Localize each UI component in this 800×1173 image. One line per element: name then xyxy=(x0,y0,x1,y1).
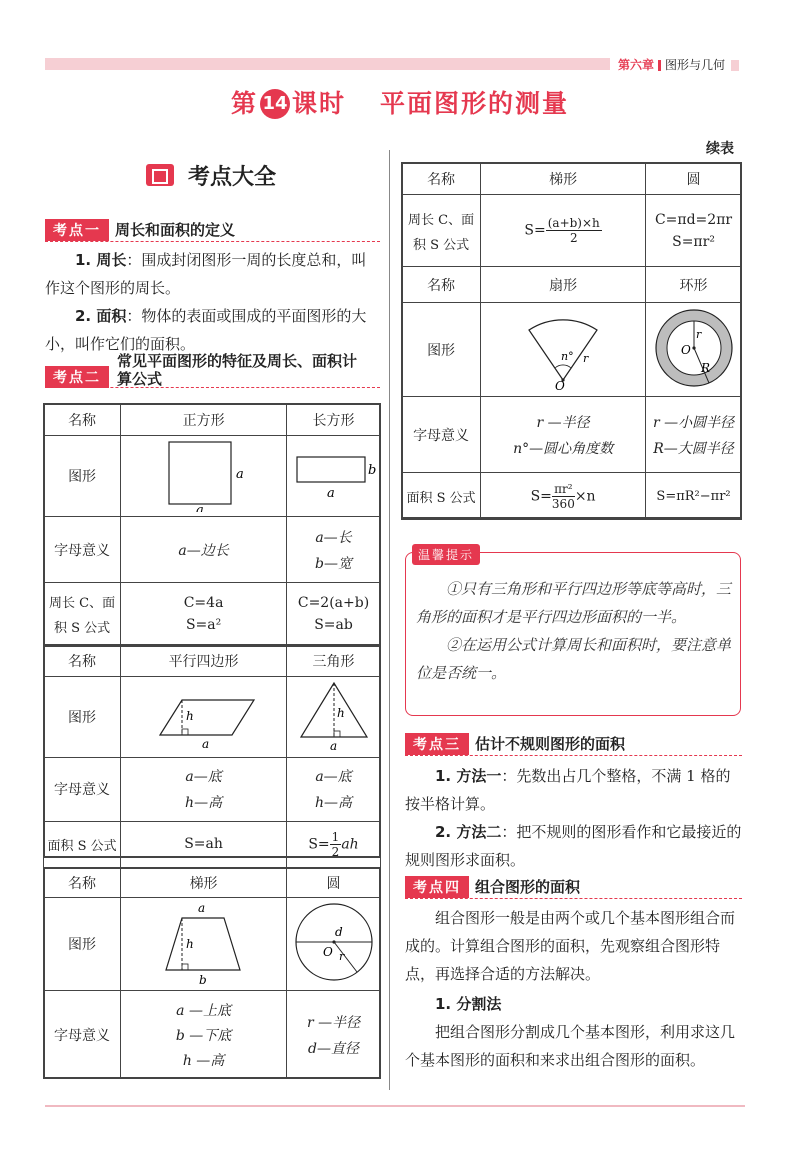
svg-text:r: r xyxy=(695,327,701,341)
tip-tag: 温馨提示 xyxy=(412,544,480,565)
rectangle-figure xyxy=(289,449,379,499)
square-figure xyxy=(124,436,284,512)
svg-text:a: a xyxy=(195,503,204,512)
ring-figure xyxy=(649,304,739,392)
kd4-subheading: 1. 分割法 xyxy=(435,995,502,1013)
kaodian-3-heading: 考点三 估计不规则图形的面积 xyxy=(405,733,742,756)
svg-text:a: a xyxy=(326,486,335,499)
svg-text:a: a xyxy=(201,736,209,750)
kaodian-2-heading: 考点二 常见平面图形的特征及周长、面积计 算公式 xyxy=(45,352,380,388)
trapezoid-figure xyxy=(124,898,284,986)
footer-line xyxy=(45,1105,745,1107)
chapter-subject: 图形与几何 xyxy=(665,58,726,72)
svg-text:h: h xyxy=(185,937,194,951)
header-band xyxy=(45,58,610,70)
kaodian-4-heading: 考点四 组合图形的面积 xyxy=(405,876,742,899)
kd3-paragraph-1: 1. 方法一：先数出占几个整格，不满 1 格的按半格计算。 xyxy=(405,767,731,813)
chapter-label xyxy=(618,56,739,73)
kd1-paragraph-1: 1. 周长：围成封闭图形一周的长度总和，叫作这个图形的周长。 xyxy=(45,251,367,297)
lesson-topic: 平面图形的测量 xyxy=(380,89,570,118)
svg-text:a: a xyxy=(329,738,337,753)
svg-text:r: r xyxy=(338,950,344,963)
table-continued: 名称 梯形 圆 周长 C、面 积 S 公式 S= $\frac{(a+b)\times h}{2}$ C=πd=2πr S=πr² 名称 扇形 环形 图形 O n° r O r R 字母意义 r —半径 n°—圆心角度数 r —小圆半径 R—大圆半径 面积 S 公式 S= $\frac{\text{πr²}}{360}$ ×n S=πR²−πr² xyxy=(401,162,742,520)
circle-figure xyxy=(289,898,379,986)
kd1-paragraph-2: 2. 面积：物体的表面或围成的平面图形的大小，叫作它们的面积。 xyxy=(45,307,367,353)
svg-text:r: r xyxy=(583,351,589,365)
table-para-tri: 名称 平行四边形 三角形 图形 h a h a 字母意义 a—底 h—高 a—底 h—高 面积 S 公式 S=ah S= $\frac{1}{2}$ ah xyxy=(43,645,381,868)
svg-text:n°: n° xyxy=(561,349,574,363)
chapter-number: 第六章 xyxy=(618,58,655,72)
table-trap-circle: 名称 梯形 圆 图形 a h b d O r 字母意义 a —上底 b —下底 h —高 r —半径 d—直径 xyxy=(43,867,381,1079)
column-divider xyxy=(389,150,390,1090)
triangle-figure xyxy=(289,677,379,753)
sector-figure xyxy=(483,304,643,392)
kd4-paragraph-2: 把组合图形分割成几个基本图形，利用求这几个基本图形的面积和来求出组合图形的面积。 xyxy=(405,1023,736,1069)
svg-text:O: O xyxy=(555,378,565,392)
svg-text:b: b xyxy=(367,463,376,478)
svg-text:a: a xyxy=(197,901,205,915)
page-title: 第 14 课时 平面图形的测量 xyxy=(230,89,570,118)
lesson-number-badge: 14 xyxy=(260,89,290,119)
svg-text:R: R xyxy=(700,360,710,375)
svg-text:O: O xyxy=(322,945,333,959)
svg-text:a: a xyxy=(235,467,244,482)
parallelogram-figure xyxy=(124,680,284,750)
kaodian-1-heading: 考点一 周长和面积的定义 xyxy=(45,219,380,242)
kd4-paragraph-1: 组合图形一般是由两个或几个基本图形组合而成的。计算组合图形的面积，先观察组合图形特点，再选择合适的方法解决。 xyxy=(405,909,736,983)
svg-text:b: b xyxy=(198,973,207,986)
svg-text:O: O xyxy=(680,342,691,357)
table-square-rect: 名称 正方形 长方形 图形 a a b a 字母意义 a—边长 a—长 b—宽 周长 C、面 积 S 公式 C=4a S=a² C=2(a+b) S=ab xyxy=(43,403,381,645)
tip-text: ①只有三角形和平行四边形等底等高时，三角形的面积才是平行四边形面积的一半。 ②在运用公式计算周长和面积时，要注意单位是否统一。 xyxy=(416,580,732,682)
svg-text:h: h xyxy=(185,708,194,723)
book-icon xyxy=(146,164,174,186)
svg-text:d: d xyxy=(334,925,343,939)
svg-text:h: h xyxy=(336,705,345,720)
section-title: 考点大全 xyxy=(146,160,276,191)
kd3-paragraph-2: 2. 方法二：把不规则的图形看作和它最接近的规则图形求面积。 xyxy=(405,823,742,869)
table-continued-label: 续表 xyxy=(706,141,734,157)
